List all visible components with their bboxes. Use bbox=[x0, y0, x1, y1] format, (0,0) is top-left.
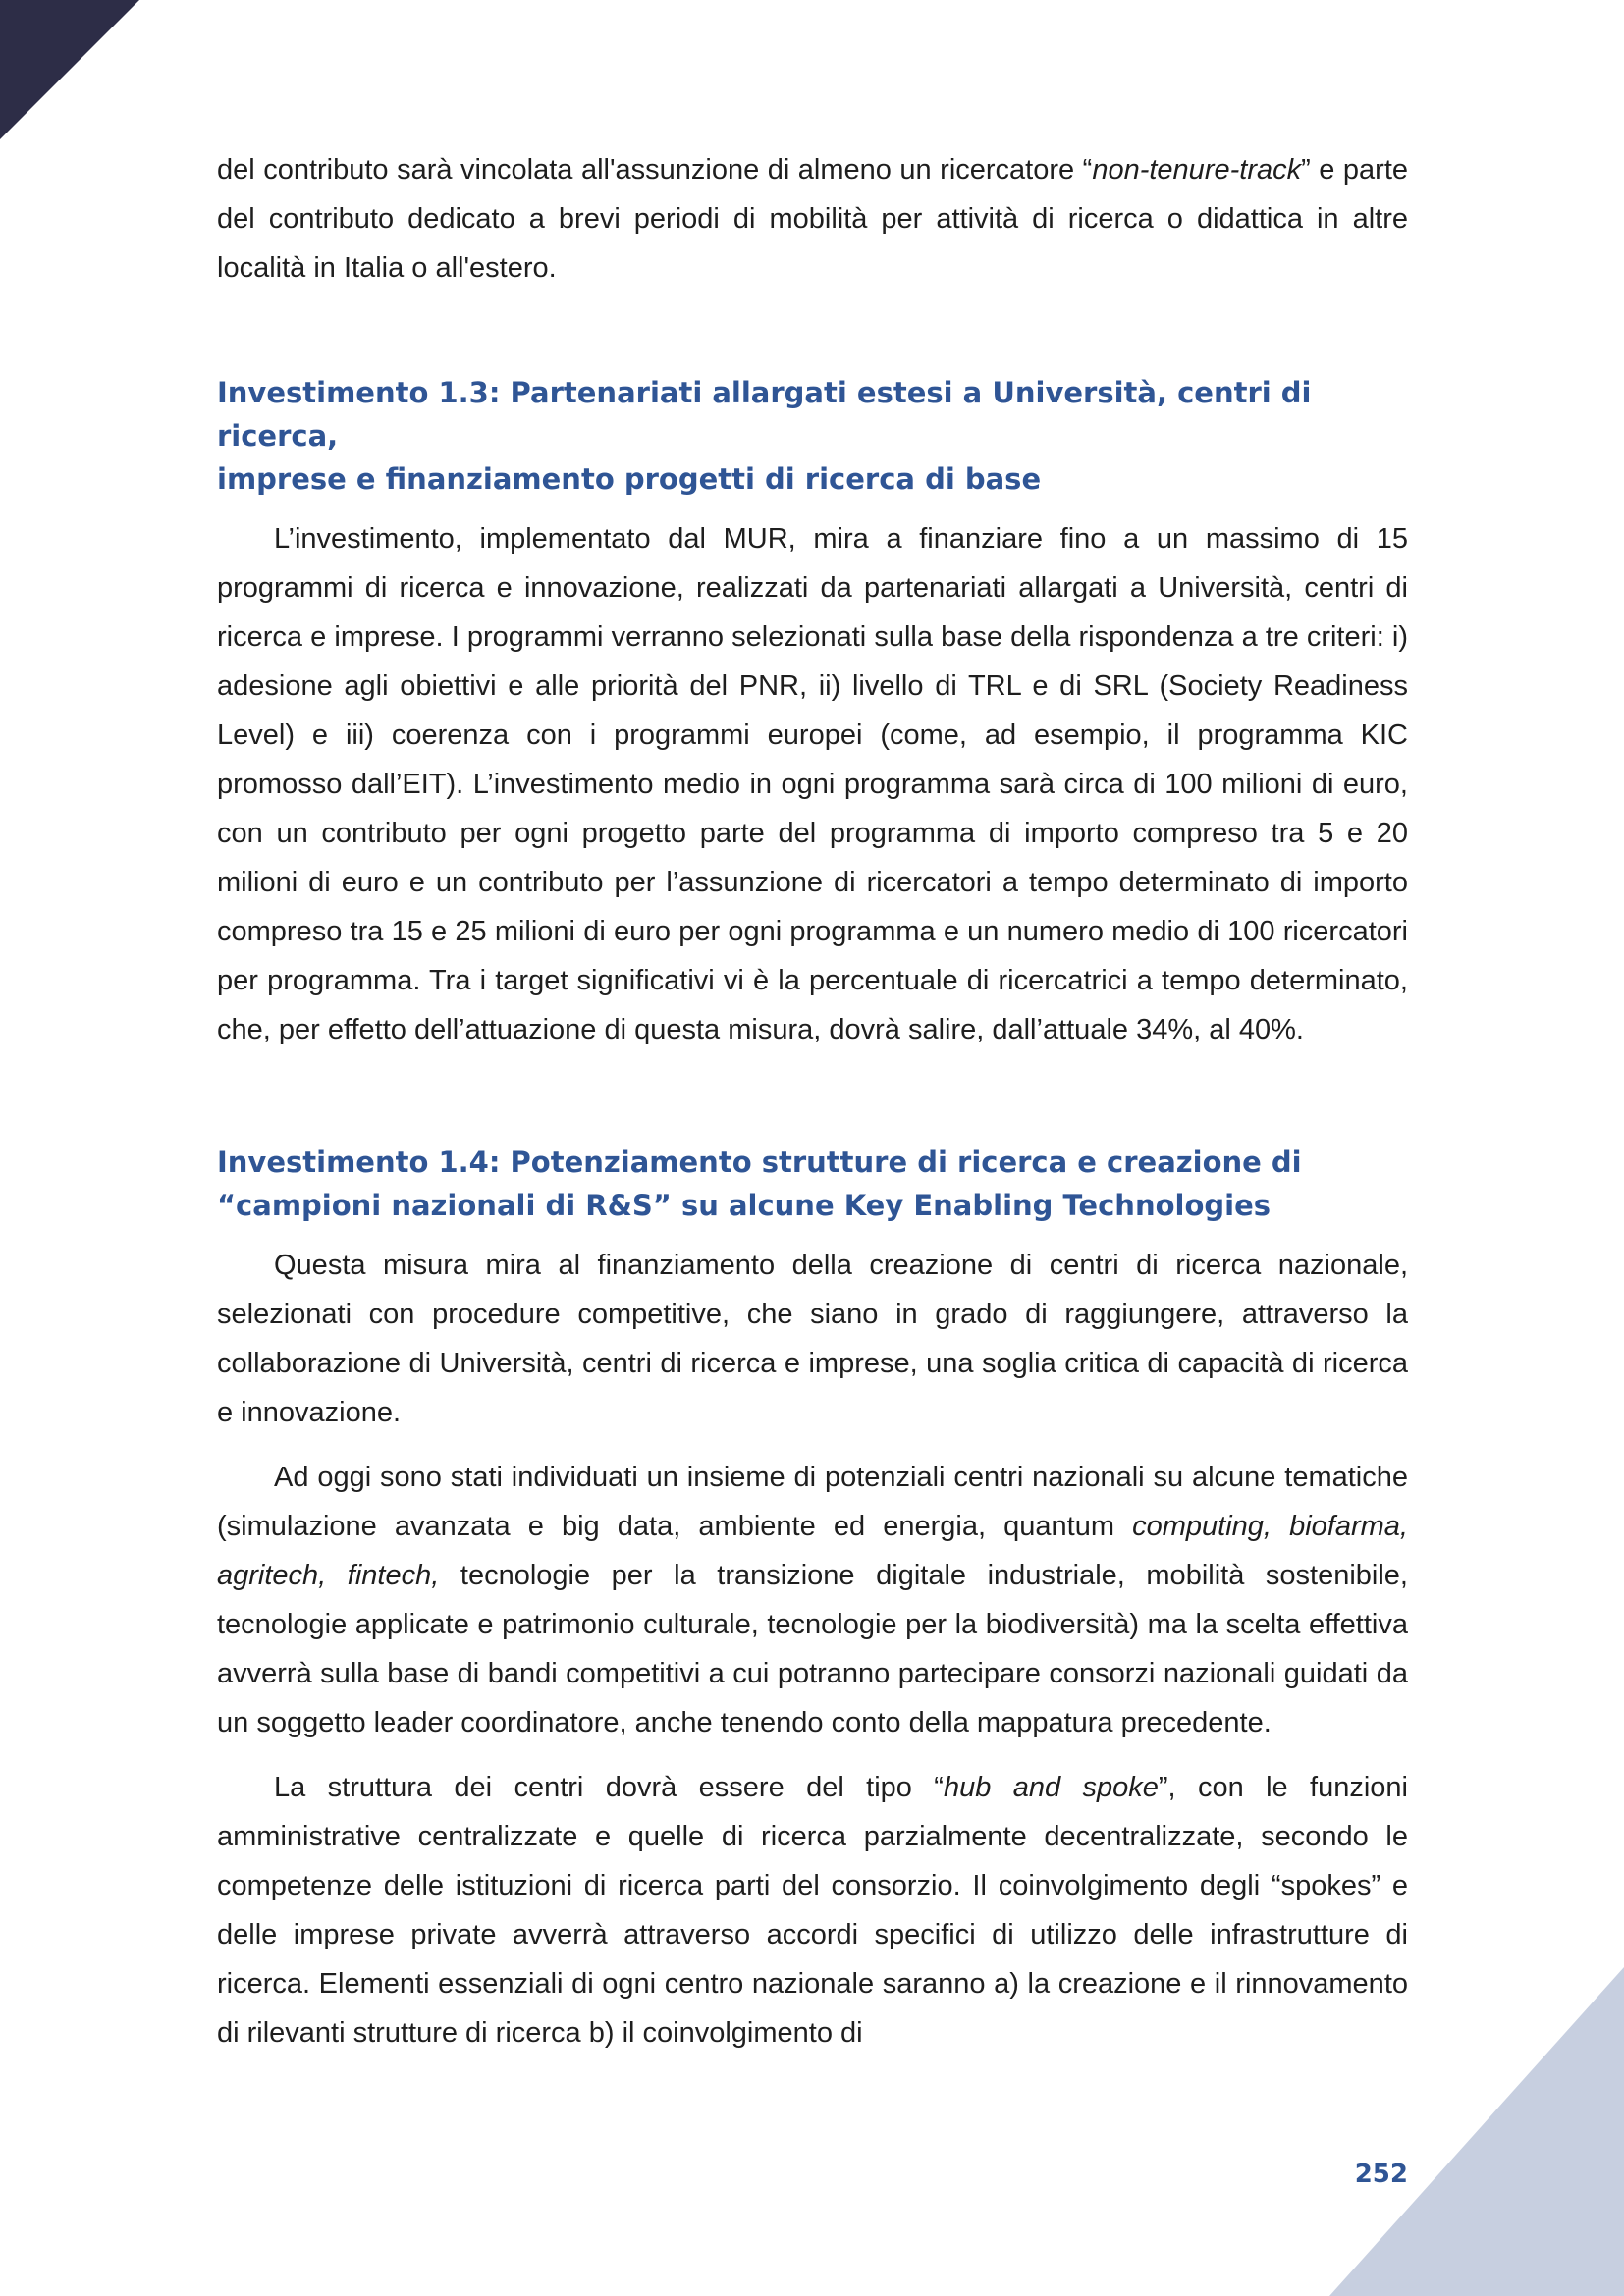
p3-text-2: ”, con le funzioni amministrative centralizzate e quelle di ricerca parzialmente decentralizzate, secondo le competenze delle istituzioni di ricerca parti del consorzio. Il coinvolgimento degli “spokes” e delle imprese private avverrà attraverso accordi specifici di utilizzo delle infrastrutture di ricerca. Elementi essenziali di ogni centro nazionale saranno a) la creazione e il rinnovamento di rilevanti strutture di ricerca b) il coinvolgimento di bbox=[217, 1772, 1409, 2049]
section-1-4-paragraph-3 bbox=[217, 1763, 1408, 2057]
section-1-4-paragraph-1: Questa misura mira al finanziamento della creazione di centri di ricerca nazionale, selezionati con procedure competitive, che siano in grado di raggiungere, attraverso la collaborazione di Università, centri di ricerca e imprese, una soglia critica di capacità di ricerca e innovazione. bbox=[217, 1250, 1408, 1428]
corner-decoration-top-left bbox=[0, 0, 139, 139]
p3-text-1: La struttura dei centri dovrà essere del tipo “ bbox=[274, 1772, 944, 1803]
heading-1-3-line1: Investimento 1.3: Partenariati allargati estesi a Università, centri di ricerca, bbox=[217, 376, 1312, 453]
intro-text-2: ” e parte del contributo dedicato a brevi periodi di mobilità per attività di ricerca o didattica in altre località in Italia o all'estero. bbox=[217, 154, 1409, 284]
page-number: 252 bbox=[1354, 2160, 1408, 2189]
heading-1-4-line1: Investimento 1.4: Potenziamento strutture di ricerca e creazione di bbox=[217, 1146, 1302, 1179]
section-1-4-paragraph-2 bbox=[217, 1453, 1408, 1747]
heading-1-3-line2: imprese e finanziamento progetti di ricerca di base bbox=[217, 462, 1042, 496]
p2-emphasis: computing, biofarma, agritech, fintech, bbox=[217, 1511, 1408, 1591]
section-heading-1-3 bbox=[217, 371, 1408, 501]
p3-emphasis: hub and spoke bbox=[943, 1772, 1159, 1803]
intro-paragraph bbox=[217, 145, 1408, 293]
section-1-3-paragraph: L’investimento, implementato dal MUR, mira a finanziare fino a un massimo di 15 programmi di ricerca e innovazione, realizzati da partenariati allargati a Università, centri di ricerca e imprese. I programmi verranno selezionati sulla base della rispondenza a tre criteri: i) adesione agli obiettivi e alle priorità del PNR, ii) livello di TRL e di SRL (Society Readiness Level) e iii) coerenza con i programmi europei (come, ad esempio, il programma KIC promosso dall’EIT). L’investimento medio in ogni programma sarà circa di 100 milioni di euro, con un contributo per ogni progetto parte del programma di importo compreso tra 5 e 20 milioni di euro e un contributo per l’assunzione di ricercatori a tempo determinato di importo compreso tra 15 e 25 milioni di euro per ogni programma e un numero medio di 100 ricercatori per programma. Tra i target significativi vi è la percentuale di ricercatrici a tempo determinato, che, per effetto dell’attuazione di questa misura, dovrà salire, dall’attuale 34%, al 40%. bbox=[217, 523, 1408, 1045]
intro-text-1: del contributo sarà vincolata all'assunzione di almeno un ricercatore “ bbox=[217, 154, 1093, 186]
page-content bbox=[217, 145, 1408, 2057]
heading-1-4-line2: “campioni nazionali di R&S” su alcune Key Enabling Technologies bbox=[217, 1189, 1271, 1222]
intro-emphasis: non-tenure-track bbox=[1092, 154, 1302, 186]
p2-text-2: tecnologie per la transizione digitale industriale, mobilità sostenibile, tecnologie applicate e patrimonio culturale, tecnologie per la biodiversità) ma la scelta effettiva avverrà sulla base di bandi competitivi a cui potranno partecipare consorzi nazionali guidati da un soggetto leader coordinatore, anche tenendo conto della mappatura precedente. bbox=[217, 1560, 1408, 1738]
p2-text-1: Ad oggi sono stati individuati un insieme di potenziali centri nazionali su alcune tematiche (simulazione avanzata e big data, ambiente ed energia, quantum bbox=[217, 1462, 1408, 1542]
section-heading-1-4 bbox=[217, 1141, 1408, 1227]
